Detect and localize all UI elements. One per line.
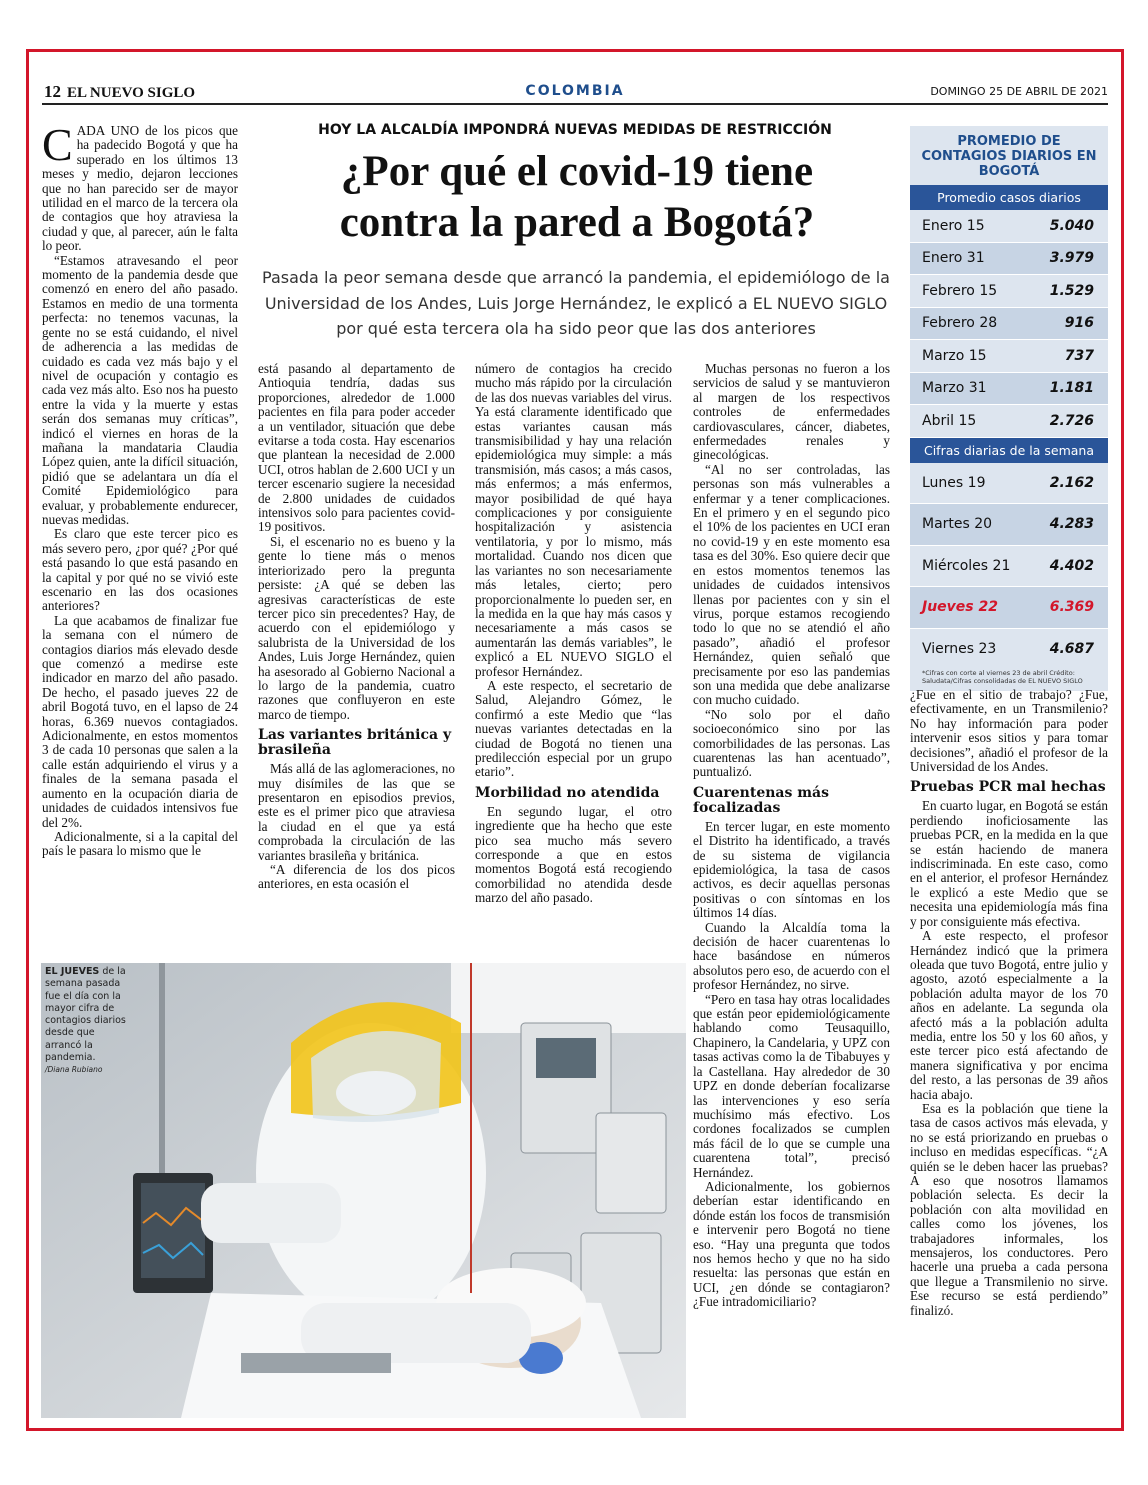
infobox-row xyxy=(910,340,1108,373)
paragraph: “Pero en tasa hay otras localidades que están peor epidemiológicamente hablando como Teusaquillo, Chapinero, la Candelaria, y UPZ con tasas activas como la de Tibabuyes y la Castellana. Hay alrededor de 30 UPZ en donde deberían focalizarse las intervenciones y eso sería muchísimo más efectivo. Los cordones focalizados se cumplen más fácil de lo que se cumple una cuarentena total”, precisó Hernández. xyxy=(693,991,890,1180)
section-name: COLOMBIA xyxy=(525,83,625,99)
infobox-row xyxy=(910,463,1108,505)
paragraph: “Al no ser controladas, las personas son más vulnerables a enfermar y a tener complicaciones. En el primero y en el segundo pico el 10% de los pacientes en UCI eran no covid-19 y en este momento esa tasa es del 30%. Eso quiere decir que en estos momentos tenemos las unidades de cuidados intensivos llenas por pacientes con y sin el virus, porque estamos recogiendo todo lo que no se atendió el año pasado”, añadió el profesor Hernández, quien señaló que precisamente por eso las pandemias son una medida que debe analizarse con mucho cuidado. xyxy=(693,461,890,708)
page-header-left xyxy=(44,82,195,102)
paragraph: ¿Fue en el sitio de trabajo? ¿Fue, efectivamente, en un Transmilenio? No hay información para poder intervenir esos sitios y para tomar decisiones”, añadió el profesor de la Universidad de los Andes. xyxy=(910,687,1108,775)
article-kicker: HOY LA ALCALDÍA IMPONDRÁ NUEVAS MEDIDAS DE RESTRICCIÓN xyxy=(318,122,832,138)
row-value: 4.687 xyxy=(1049,640,1094,657)
paragraph: Adicionalmente, los gobiernos deberían estar identificando en dónde están los focos de transmisión e intervenir pero Bogotá no tiene eso. “Hay una pregunta que todos nos hemos hecho y que no ha sido resuelta: las personas que están en UCI, ¿en dónde se contagiaron? ¿Fue intradomiciliario? xyxy=(693,1178,890,1310)
subheading-morbilidad: Morbilidad no atendida xyxy=(475,784,660,801)
caption-lead: EL JUEVES xyxy=(45,966,100,977)
paragraph: La que acabamos de finalizar fue la semana con el número de contagios diarios más elevado desde que comenzó a medirse este indicador en marzo del año pasado. De hecho, el pasado jueves 22 de abril Bogotá tuvo, en el lapso de 24 horas, 6.369 nuevos contagiados. Adicionalmente, en estos momentos 3 de cada 10 personas que salen a la calle están adquiriendo el virus y a finales de la semana pasada el aumento en la ocupación diaria de unidades de cuidados intensivos fue del 2%. xyxy=(42,612,238,830)
header-rule xyxy=(42,103,1108,105)
row-value: 4.402 xyxy=(1049,557,1094,574)
paragraph: está pasando al departamento de Antioquia tendría, dadas sus proporciones, alrededor de 1.000 pacientes en fila para poder acceder a un ventilador, situación que debe evitarse a toda costa. Hay escenarios que plantean la necesidad de 2.000 UCI, otros hablan de 2.600 UCI y un tercer escenario sugiere la necesidad de 2.800 unidades de cuidados intensivos solo para pacientes covid-19 positivos. xyxy=(258,361,455,535)
infobox-row-highlight xyxy=(910,587,1108,629)
article-deck: Pasada la peor semana desde que arrancó la pandemia, el epidemiólogo de la Universidad de los Andes, Luis Jorge Hernández, le explicó a EL NUEVO SIGLO por qué esta tercera ola ha sido peor que las dos anteriores xyxy=(262,268,890,338)
paragraph: Adicionalmente, si a la capital del país le pasara lo mismo que le xyxy=(42,828,238,859)
paragraph: A este respecto, el profesor Hernández indicó que la primera oleada que tuvo Bogotá, entre julio y agosto, azotó especialmente a la población adulta mayor de los 70 años en adelante. La segunda ola afectó más a la población adulta media, entre los 50 y los 60 años, y este tercer pico está afectando de manera significativa y por encima del resto, a las personas de 39 años hacia abajo. xyxy=(910,928,1108,1102)
photo-caption xyxy=(45,966,129,1077)
paragraph: ADA UNO de los picos que ha padecido Bogotá y que ha superado en los últimos 13 meses y medio, dejaron lecciones que no han parecido ser de mayor utilidad en el marco de la tercera ola de contagios que hoy atraviesa la ciudad y que, al parecer, aún le falta lo peor. xyxy=(42,123,238,254)
infobox-row xyxy=(910,373,1108,406)
paragraph: Si, el escenario no es bueno y la gente lo tiene más o menos interiorizado pero la pregunta persiste: ¿A qué se deben las agresivas características de este tercer pico sin precedentes? Hay, de acuerdo con el epidemiólogo y salubrista de la Universidad de los Andes, Luis Jorge Hernández, quien ha asesorado al Gobierno Nacional a lo largo de la pandemia, cuatro razones que confluyeron en este marco de tiempo. xyxy=(258,533,455,722)
paragraph: Esa es la población que tiene la tasa de casos activos más elevada, y no se está priorizando en pruebas o incluso en medidas específicas. “¿A quién se le deben hacer las pruebas? A eso que nosotros llamamos población selecta. Es decir la población con alta movilidad en calles como los jóvenes, los trabajadores informales, los mensajeros, los conductores. Pero hacerle una prueba a cada persona que llegue a Transmilenio no sirve. Ese recurso se está perdiendo” finalizó. xyxy=(910,1100,1108,1318)
article-column-2 xyxy=(258,362,455,892)
publication-name: EL NUEVO SIGLO xyxy=(67,85,196,101)
paragraph: Más allá de las aglomeraciones, no muy disímiles de las que se presentaron en episodios previos, este es el primer pico que atraviesa la ciudad en el que ya está comprobada la circulación de las variantes brasileña y británica. xyxy=(258,761,455,863)
row-label: Miércoles 21 xyxy=(922,557,1011,574)
caption-text: de la semana pasada fue el día con la mayor cifra de contagios diarios desde que arrancó la pandemia. xyxy=(45,966,126,1064)
infobox-row xyxy=(910,546,1108,588)
row-label: Lunes 19 xyxy=(922,474,986,491)
row-label: Febrero 15 xyxy=(922,282,998,299)
paragraph: En segundo lugar, el otro ingrediente que ha hecho que este pico sea mucho más severo corresponde a que en estos momentos Bogotá está recogiendo comorbilidad no atendida desde marzo del año pasado. xyxy=(475,803,672,906)
article-column-3 xyxy=(475,362,672,906)
paragraph: “Estamos atravesando el peor momento de la pandemia desde que comenzó en enero del año pasado. Estamos en medio de una tormenta perfecta: no tenemos vacunas, la gente no se está cuidando, el nivel de adherencia a las medidas de cuidado es cada vez más bajo y el nivel de ocupación y contagio es cada vez más alto. Eso nos ha puesto entre la vida y la muerte y estas serán dos semanas muy críticas”, indicó el viernes en horas de la mañana la mandataria Claudia López quien, ante la difícil situación, pidió que se adelantara un día el Comité Epidemiológico para evaluar, y probablemente endurecer, nuevas medidas. xyxy=(42,252,238,527)
row-value: 3.979 xyxy=(1049,250,1094,267)
icu-photo xyxy=(41,963,686,1418)
infobox-row xyxy=(910,275,1108,308)
paragraph: Cuando la Alcaldía toma la decisión de hacer cuarentenas lo hace basándose en números absolutos pero eso, de acuerdo con el profesor Hernández, no sirve. xyxy=(693,919,890,993)
article-column-1 xyxy=(42,119,238,859)
row-value: 5.040 xyxy=(1049,217,1094,234)
article-column-5 xyxy=(910,688,1108,1318)
row-label: Jueves 22 xyxy=(922,599,998,616)
infobox-source-note: *Cifras con corte al viernes 23 de abril Crédito: Saludata/Cifras consolidadas de EL NUEVO SIGLO xyxy=(922,669,1083,685)
paragraph: En tercer lugar, en este momento el Distrito ha identificado, a través de su sistema de vigilancia epidemiológica, la tasa de casos activos, es decir aquellas personas positivas o con síntomas en los últimos 14 días. xyxy=(693,818,890,921)
article-headline xyxy=(262,146,892,248)
infobox-row xyxy=(910,210,1108,243)
infobox-band-week: Cifras diarias de la semana xyxy=(910,438,1108,463)
infobox-row xyxy=(910,308,1108,341)
subheading-pruebas: Pruebas PCR mal hechas xyxy=(910,779,1106,796)
row-label: Abril 15 xyxy=(922,412,977,429)
row-value: 2.726 xyxy=(1049,412,1094,429)
paragraph: Es claro que este tercer pico es más severo pero, ¿por qué? ¿Por qué está pasando lo que está pasando en la capital y por qué no se vivió este escenario en las dos ocasiones anteriores? xyxy=(42,526,238,614)
paragraph: Muchas personas no fueron a los servicios de salud y se mantuvieron al margen de los respectivos controles de enfermedades cardiovasculares, cáncer, diabetes, enfermedades renales y ginecológicas. xyxy=(693,361,890,463)
issue-date: DOMINGO 25 DE ABRIL DE 2021 xyxy=(930,85,1108,98)
row-label: Enero 15 xyxy=(922,217,985,234)
subheading-variantes: Las variantes británica y brasileña xyxy=(258,727,452,759)
infobox-row xyxy=(910,504,1108,546)
article-column-4 xyxy=(693,362,890,1310)
icu-photo-illustration xyxy=(41,963,686,1418)
paragraph: “A diferencia de los dos picos anteriores, en esta ocasión el xyxy=(258,862,455,892)
row-value: 2.162 xyxy=(1049,474,1094,491)
paragraph: “No solo por el daño socioeconómico sino por las comorbilidades de las personas. Las cuarentenas las han acentuado”, puntualizó. xyxy=(693,706,890,780)
infobox-row xyxy=(910,629,1108,670)
row-value: 4.283 xyxy=(1049,516,1094,533)
headline-line-2: contra la pared a Bogotá? xyxy=(339,199,815,246)
contagion-infobox xyxy=(910,126,1108,691)
infobox-row xyxy=(910,243,1108,276)
paragraph: A este respecto, el secretario de Salud, Alejandro Gómez, le confirmó a este Medio que “las nuevas variantes detectadas en la ciudad de Bogotá no tienen una predilección especial por un grupo etario”. xyxy=(475,677,672,780)
row-label: Enero 31 xyxy=(922,250,985,267)
row-value: 737 xyxy=(1064,347,1094,364)
row-value: 1.529 xyxy=(1049,282,1094,299)
row-label: Febrero 28 xyxy=(922,315,998,332)
infobox-band-averages: Promedio casos diarios xyxy=(910,185,1108,210)
infobox-title: PROMEDIO DE CONTAGIOS DIARIOS EN BOGOTÁ xyxy=(921,134,1097,179)
paragraph: En cuarto lugar, en Bogotá se están perdiendo inoficiosamente las pruebas PCR, en la medida en la que se están haciendo de manera indiscriminada. En este caso, como en el anterior, el profesor Hernández le explicó a este Medio que se necesita una epidemiología más fina y por consiguiente más efectiva. xyxy=(910,798,1108,929)
subheading-cuarentenas: Cuarentenas más focalizadas xyxy=(693,784,830,816)
paragraph: número de contagios ha crecido mucho más rápido por la circulación de las dos nuevas variables del virus. Ya está claramente identificado que estas variantes causan más transmisibilidad y hay una relación epidemiológica muy simple: a más transmisión, más casos; a más casos, más enfermos; a más enfermos, mayor posibilidad de qué haya complicaciones y por consiguiente hospitalización y asistencia ventilatoria, y por lo mismo, más mortalidad. Cuando nos dicen que las variantes no son necesariamente más letales, cierto; pero proporcionalmente lo pueden ser, en la medida en la que hay más casos y necesariamente a más casos se aumentarán las demás variables”, le explicó a EL NUEVO SIGLO el profesor Hernández. xyxy=(475,361,672,679)
infobox-row xyxy=(910,405,1108,438)
drop-cap: C xyxy=(42,119,73,170)
row-label: Marzo 15 xyxy=(922,347,987,364)
row-value: 6.369 xyxy=(1049,599,1094,616)
photo-credit: /Diana Rubiano xyxy=(45,1065,103,1075)
row-label: Viernes 23 xyxy=(922,640,997,657)
page-number: 12 xyxy=(44,82,61,101)
row-value: 1.181 xyxy=(1049,380,1094,397)
headline-line-1: ¿Por qué el covid-19 tiene xyxy=(340,148,814,195)
row-label: Marzo 31 xyxy=(922,380,987,397)
row-label: Martes 20 xyxy=(922,516,993,533)
row-value: 916 xyxy=(1064,315,1094,332)
